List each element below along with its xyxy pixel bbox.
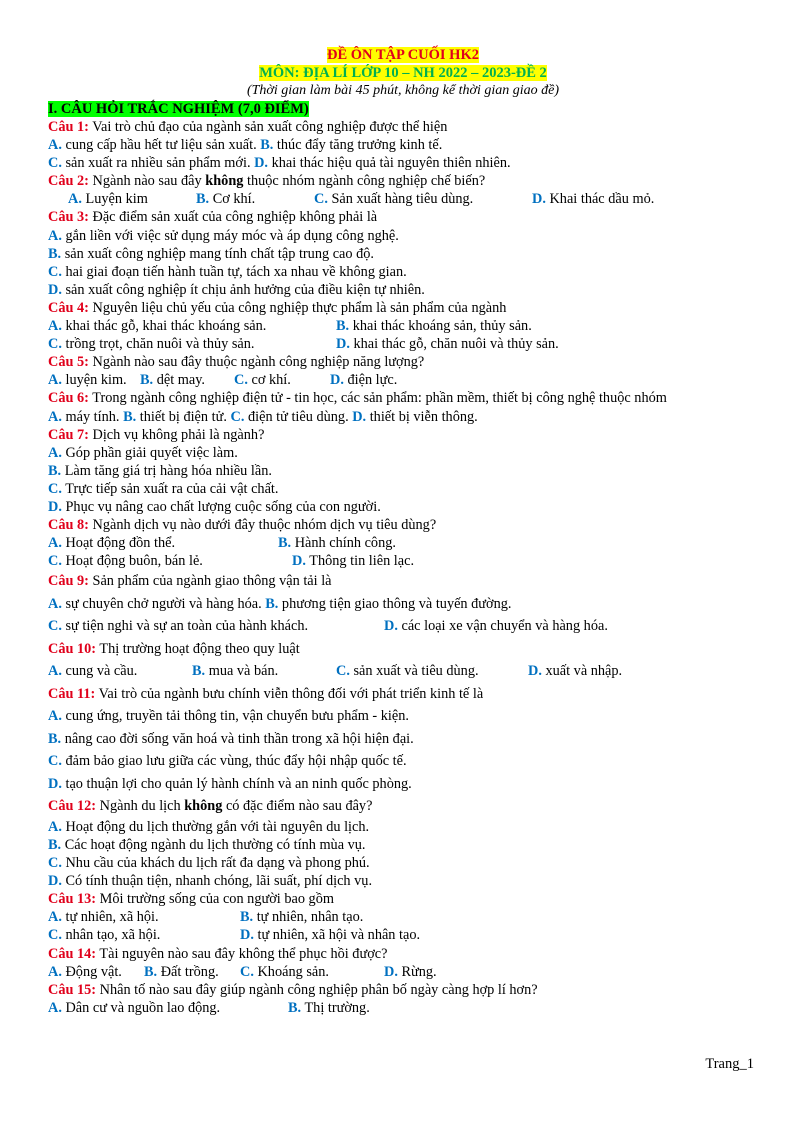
question-13: Câu 13: Môi trường sống của con người bao gồm xyxy=(48,891,334,908)
q11-option-c: C. đảm bảo giao lưu giữa các vùng, thúc đẩy hội nhập quốc tế. xyxy=(48,753,407,770)
q12-option-b: B. Các hoạt động ngành du lịch thường có tính mùa vụ. xyxy=(48,836,366,853)
q7-option-a: A. Góp phần giải quyết việc làm. xyxy=(48,444,238,461)
q12-option-c: C. Nhu cầu của khách du lịch rất đa dạng và phong phú. xyxy=(48,855,370,872)
q11-option-d: D. tạo thuận lợi cho quản lý hành chính và an ninh quốc phòng. xyxy=(48,775,412,792)
question-11: Câu 11: Vai trò của ngành bưu chính viễn thông đối với phát triển kinh tế là xyxy=(48,685,484,702)
q13-options-row2: C. nhân tạo, xã hội. D. tự nhiên, xã hội và nhân tạo. xyxy=(48,927,421,944)
q3-option-a: A. gắn liền với việc sử dụng máy móc và áp dụng công nghệ. xyxy=(48,227,399,244)
q2-options: A. Luyện kim B. Cơ khí. C. Sản xuất hàng tiêu dùng. D. Khai thác dầu mỏ. xyxy=(68,191,655,208)
exam-subject: MÔN: ĐỊA LÍ LỚP 10 – NH 2022 – 2023-ĐỀ 2 xyxy=(259,65,547,81)
q10-options: A. cung và cầu. B. mua và bán. C. sản xuất và tiêu dùng. D. xuất và nhập. xyxy=(48,663,623,680)
q7-option-c: C. Trực tiếp sản xuất ra của cải vật chất. xyxy=(48,480,279,497)
exam-page xyxy=(48,46,758,1017)
q1-options-row1: A. cung cấp hầu hết tư liệu sản xuất. B. thúc đẩy tăng trưởng kinh tế. xyxy=(48,137,443,154)
section-title: I. CÂU HỎI TRẮC NGHIỆM (7,0 ĐIỂM) xyxy=(48,101,309,117)
q9-options-row1: A. sự chuyên chở người và hàng hóa. B. phương tiện giao thông và tuyến đường. xyxy=(48,595,512,612)
exam-header xyxy=(48,46,758,100)
question-14: Câu 14: Tài nguyên nào sau đây không thể phục hồi được? xyxy=(48,945,388,962)
q7-option-b: B. Làm tăng giá trị hàng hóa nhiều lần. xyxy=(48,462,272,479)
question-5: Câu 5: Ngành nào sau đây thuộc ngành công nghiệp năng lượng? xyxy=(48,354,425,371)
question-8: Câu 8: Ngành dịch vụ nào dưới đây thuộc nhóm dịch vụ tiêu dùng? xyxy=(48,517,437,534)
q8-options-row1: A. Hoạt động đồn thể. B. Hành chính công. xyxy=(48,535,396,552)
q12-option-d: D. Có tính thuận tiện, nhanh chóng, lãi suất, phí dịch vụ. xyxy=(48,873,373,890)
q3-option-c: C. hai giai đoạn tiến hành tuần tự, tách xa nhau về không gian. xyxy=(48,263,407,280)
q4-options-row1: A. khai thác gỗ, khai thác khoáng sản. B. khai thác khoáng sản, thủy sản. xyxy=(48,318,532,335)
q6-options: A. máy tính. B. thiết bị điện tử. C. điện tử tiêu dùng. D. thiết bị viễn thông. xyxy=(48,408,478,425)
q13-options-row1: A. tự nhiên, xã hội. B. tự nhiên, nhân tạo. xyxy=(48,909,364,926)
question-2: Câu 2: Ngành nào sau đây không thuộc nhóm ngành công nghiệp chế biến? xyxy=(48,173,486,190)
question-9: Câu 9: Sản phẩm của ngành giao thông vận tải là xyxy=(48,573,332,590)
question-3: Câu 3: Đặc điểm sản xuất của công nghiệp không phải là xyxy=(48,209,378,226)
question-6: Câu 6: Trong ngành công nghiệp điện tử - tin học, các sản phẩm: phần mềm, thiết bị công nghệ thuộc nhóm xyxy=(48,390,667,407)
question-4: Câu 4: Nguyên liệu chủ yếu của công nghiệp thực phẩm là sản phẩm của ngành xyxy=(48,299,507,316)
question-12: Câu 12: Ngành du lịch không có đặc điểm nào sau đây? xyxy=(48,798,373,815)
q5-options: A. luyện kim. B. dệt may. C. cơ khí. D. điện lực. xyxy=(48,372,398,389)
q7-option-d: D. Phục vụ nâng cao chất lượng cuộc sống của con người. xyxy=(48,498,381,515)
q9-options-row2: C. sự tiện nghi và sự an toàn của hành khách. D. các loại xe vận chuyển và hàng hóa. xyxy=(48,618,608,635)
q14-options: A. Động vật. B. Đất trồng. C. Khoáng sản. D. Rừng. xyxy=(48,963,437,980)
page-number: Trang_1 xyxy=(705,1056,754,1072)
q8-options-row2: C. Hoạt động buôn, bán lẻ. D. Thông tin liên lạc. xyxy=(48,553,415,570)
question-10: Câu 10: Thị trường hoạt động theo quy luật xyxy=(48,640,300,657)
q15-options: A. Dân cư và nguồn lao động. B. Thị trường. xyxy=(48,999,370,1016)
q3-option-b: B. sản xuất công nghiệp mang tính chất tập trung cao độ. xyxy=(48,245,374,262)
q4-options-row2: C. trồng trọt, chăn nuôi và thủy sản. D. khai thác gỗ, chăn nuôi và thủy sản. xyxy=(48,336,559,353)
time-note: (Thời gian làm bài 45 phút, không kể thời gian giao đề) xyxy=(246,83,560,98)
question-7: Câu 7: Dịch vụ không phải là ngành? xyxy=(48,426,265,443)
q11-option-b: B. nâng cao đời sống văn hoá và tinh thần trong xã hội hiện đại. xyxy=(48,730,414,747)
question-1: Câu 1: Vai trò chủ đạo của ngành sản xuất công nghiệp được thể hiện xyxy=(48,119,448,135)
q3-option-d: D. sản xuất công nghiệp ít chịu ảnh hưởng của điều kiện tự nhiên. xyxy=(48,281,425,298)
q11-option-a: A. cung ứng, truyền tải thông tin, vận chuyển bưu phẩm - kiện. xyxy=(48,708,409,725)
q1-options-row2: C. sản xuất ra nhiều sản phẩm mới. D. khai thác hiệu quả tài nguyên thiên nhiên. xyxy=(48,155,511,172)
exam-title: ĐỀ ÔN TẬP CUỐI HK2 xyxy=(326,47,479,63)
q12-option-a: A. Hoạt động du lịch thường gắn với tài nguyên du lịch. xyxy=(48,818,370,835)
question-15: Câu 15: Nhân tố nào sau đây giúp ngành công nghiệp phân bố ngày càng hợp lí hơn? xyxy=(48,981,538,998)
